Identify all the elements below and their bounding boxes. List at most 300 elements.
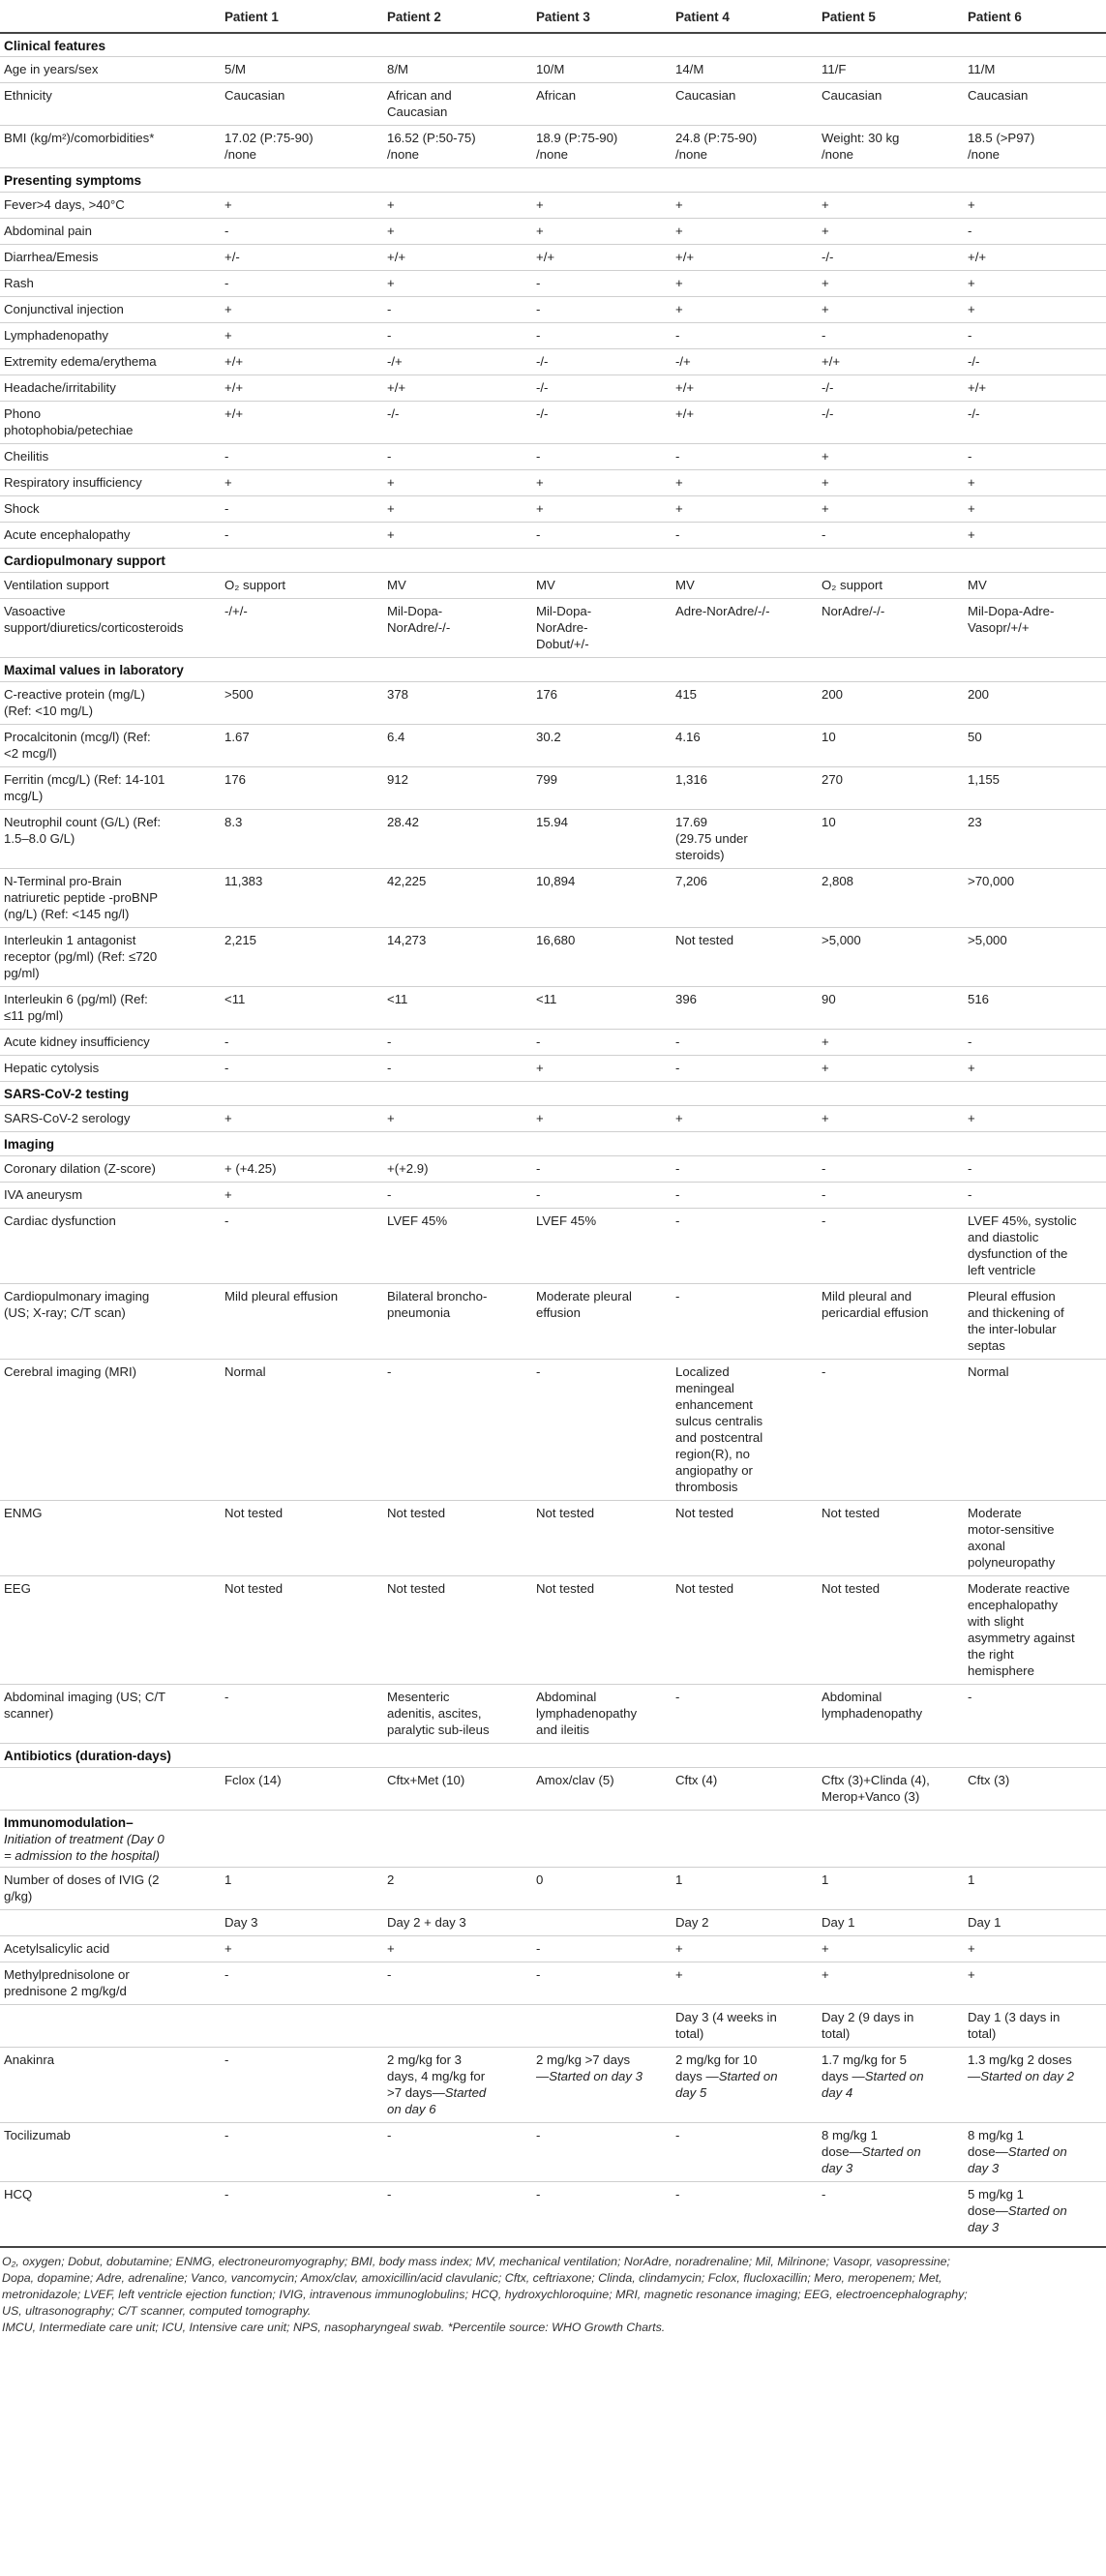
table-cell: NorAdre/-/-: [822, 604, 885, 618]
table-cell: -: [224, 1690, 229, 1704]
table-cell: 1.67: [224, 730, 250, 744]
table-cell: MV: [675, 578, 695, 592]
table-cell: +: [224, 1941, 232, 1956]
table-cell: +: [536, 1111, 544, 1125]
row-label: Cerebral imaging (MRI): [4, 1364, 137, 1379]
table-cell: 11,383: [224, 874, 263, 888]
table-cell: 270: [822, 772, 844, 787]
row-label: Diarrhea/Emesis: [4, 250, 99, 264]
table-cell: <11: [224, 992, 246, 1006]
section-heading: Presenting symptoms: [4, 173, 142, 188]
table-cell: -: [675, 1034, 680, 1049]
row-label: Interleukin 6 (pg/ml) (Ref: ≤11 pg/ml): [4, 992, 148, 1023]
section-heading: Immunomodulation–: [4, 1815, 134, 1830]
table-row: [0, 1935, 1106, 1962]
table-cell: 176: [536, 687, 558, 702]
row-label: Fever>4 days, >40°C: [4, 197, 125, 212]
table-cell: O₂ support: [224, 578, 286, 592]
table-cell: +: [224, 1111, 232, 1125]
table-cell: +: [536, 1061, 544, 1075]
table-cell: Bilateral broncho- pneumonia: [387, 1289, 488, 1320]
table-cell: 516: [968, 992, 990, 1006]
table-cell: -: [536, 1187, 541, 1202]
table-cell: -/-: [536, 354, 549, 369]
row-label: Neutrophil count (G/L) (Ref: 1.5–8.0 G/L): [4, 815, 161, 846]
table-cell: +: [387, 1111, 395, 1125]
table-row: [0, 572, 1106, 599]
table-cell: 2: [387, 1872, 395, 1887]
table-cell: Normal: [224, 1364, 266, 1379]
table-cell: -: [675, 1061, 680, 1075]
table-cell: 14,273: [387, 933, 427, 947]
table-cell: -: [224, 1034, 229, 1049]
table-footnotes: [0, 2246, 1106, 2336]
footnote-line: US, ultrasonography; C/T scanner, computed tomography.: [2, 2304, 312, 2318]
table-cell: Moderate reactive encephalopathy with slight asymmetry against the right hemisphere: [968, 1581, 1075, 1678]
table-cell: 1: [675, 1872, 683, 1887]
table-cell: -: [387, 449, 392, 464]
table-cell: -: [224, 1213, 229, 1228]
table-cell: +: [822, 302, 829, 316]
table-cell: +/-: [224, 250, 240, 264]
table-cell: Localized meningeal enhancement sulcus centralis and postcentral region(R), no angiopathy or thrombosis: [675, 1364, 763, 1494]
table-row: [0, 1208, 1106, 1284]
row-label: Abdominal imaging (US; C/T scanner): [4, 1690, 166, 1721]
table-cell: +: [536, 224, 544, 238]
section-heading: SARS-CoV-2 testing: [4, 1087, 130, 1101]
table-cell: -: [675, 1690, 680, 1704]
row-label: BMI (kg/m²)/comorbidities*: [4, 131, 155, 145]
table-cell: Not tested: [224, 1581, 284, 1596]
table-cell: -/-: [968, 406, 980, 421]
table-cell: +: [968, 197, 975, 212]
table-cell: 8 mg/kg 1 dose—Started on day 3: [968, 2128, 1067, 2175]
table-cell: 5 mg/kg 1 dose—Started on day 3: [968, 2187, 1067, 2234]
row-label: Ventilation support: [4, 578, 109, 592]
table-cell: 8.3: [224, 815, 243, 829]
row-label: EEG: [4, 1581, 31, 1596]
table-cell: -: [387, 2128, 392, 2142]
table-cell: -: [675, 2187, 680, 2202]
table-cell: 200: [968, 687, 990, 702]
table-cell: 378: [387, 687, 409, 702]
table-cell: 10: [822, 730, 836, 744]
footnote-line: O₂, oxygen; Dobut, dobutamine; ENMG, electroneuromyography; BMI, body mass index; MV, mechanical ventilation; NorAdre, noradrenaline; Mil, Milrinone; Vasopr, vasopressine;: [2, 2255, 950, 2268]
table-cell: Normal: [968, 1364, 1009, 1379]
table-row: [0, 1182, 1106, 1209]
table-cell: >500: [224, 687, 254, 702]
table-cell: -/-: [968, 354, 980, 369]
table-cell: -: [675, 1187, 680, 1202]
table-cell: -: [675, 2128, 680, 2142]
table-row: [0, 469, 1106, 496]
table-cell: -: [224, 2187, 229, 2202]
table-row: [0, 681, 1106, 725]
row-label: Extremity edema/erythema: [4, 354, 157, 369]
table-cell: 14/M: [675, 62, 704, 76]
table-cell: Day 1: [968, 1915, 1001, 1930]
table-cell: Fclox (14): [224, 1773, 282, 1787]
table-cell: +: [224, 328, 232, 343]
table-cell: LVEF 45%, systolic and diastolic dysfunction of the left ventricle: [968, 1213, 1077, 1277]
table-cell: Cftx+Met (10): [387, 1773, 465, 1787]
table-cell: 1.7 mg/kg for 5 days —Started on day 4: [822, 2052, 924, 2100]
header-cell: Patient 4: [675, 10, 730, 24]
table-cell: -: [968, 328, 972, 343]
section-heading: Maximal values in laboratory: [4, 663, 184, 677]
table-cell: -: [387, 1967, 392, 1982]
table-cell: -: [224, 224, 229, 238]
table-cell: -/+: [387, 354, 403, 369]
table-row: [0, 1743, 1106, 1768]
table-cell: -: [536, 1364, 541, 1379]
table-cell: -: [822, 1187, 826, 1202]
row-label: Ferritin (mcg/L) (Ref: 14-101 mcg/L): [4, 772, 165, 803]
table-row: [0, 1055, 1106, 1082]
table-cell: -: [675, 1289, 680, 1303]
table-cell: 10: [822, 815, 836, 829]
table-row: [0, 1359, 1106, 1501]
table-cell: Moderate pleural effusion: [536, 1289, 632, 1320]
table-row: [0, 1283, 1106, 1360]
table-cell: 1: [822, 1872, 829, 1887]
table-row: [0, 1810, 1106, 1868]
table-cell: Adre-NorAdre/-/-: [675, 604, 770, 618]
table-cell: +: [822, 449, 829, 464]
table-cell: +: [536, 475, 544, 490]
table-cell: 1: [224, 1872, 232, 1887]
table-cell: MV: [536, 578, 555, 592]
table-cell: 7,206: [675, 874, 708, 888]
table-cell: -: [822, 527, 826, 542]
row-label: Ethnicity: [4, 88, 52, 103]
row-label: Phono photophobia/petechiae: [4, 406, 134, 437]
row-label: Number of doses of IVIG (2 g/kg): [4, 1872, 160, 1903]
table-cell: +: [536, 501, 544, 516]
table-cell: -: [387, 1034, 392, 1049]
table-cell: +: [968, 475, 975, 490]
row-label: Methylprednisolone or prednisone 2 mg/kg/d: [4, 1967, 130, 1998]
table-row: [0, 657, 1106, 682]
table-cell: +: [822, 224, 829, 238]
table-row: [0, 2122, 1106, 2182]
table-cell: 18.5 (>P97) /none: [968, 131, 1035, 162]
table-cell: 42,225: [387, 874, 427, 888]
table-cell: -: [224, 1967, 229, 1982]
table-cell: African: [536, 88, 577, 103]
table-cell: MV: [968, 578, 987, 592]
table-cell: Not tested: [536, 1506, 595, 1520]
table-cell: Cftx (4): [675, 1773, 718, 1787]
table-cell: +: [675, 302, 683, 316]
table-row: [0, 868, 1106, 928]
table-cell: +/+: [536, 250, 555, 264]
table-cell: +/+: [224, 406, 244, 421]
table-cell: Amox/clav (5): [536, 1773, 614, 1787]
table-cell: +: [387, 224, 395, 238]
row-label: IVA aneurysm: [4, 1187, 83, 1202]
table-cell: 23: [968, 815, 982, 829]
table-cell: -: [822, 1213, 826, 1228]
table-cell: +: [822, 1034, 829, 1049]
table-cell: Day 2: [675, 1915, 709, 1930]
table-cell: -: [387, 302, 392, 316]
table-row: [0, 296, 1106, 323]
table-cell: Not tested: [675, 1506, 734, 1520]
table-cell: -: [536, 449, 541, 464]
table-cell: 15.94: [536, 815, 569, 829]
table-cell: 799: [536, 772, 558, 787]
table-cell: +: [387, 527, 395, 542]
table-row: [0, 986, 1106, 1030]
table-cell: +: [387, 197, 395, 212]
table-cell: -: [675, 449, 680, 464]
table-cell: +: [224, 197, 232, 212]
section-heading: Imaging: [4, 1137, 55, 1152]
table-cell: Caucasian: [968, 88, 1029, 103]
table-cell: 415: [675, 687, 698, 702]
table-cell: -: [968, 1690, 972, 1704]
table-cell: Abdominal lymphadenopathy and ileitis: [536, 1690, 638, 1737]
table-header-row: [0, 4, 1106, 30]
table-cell: -: [224, 501, 229, 516]
table-cell: -: [675, 328, 680, 343]
table-cell: 8/M: [387, 62, 408, 76]
table-cell: 1.3 mg/kg 2 doses —Started on day 2: [968, 2052, 1074, 2083]
table-cell: -: [536, 1034, 541, 1049]
table-row: [0, 443, 1106, 470]
table-cell: -: [968, 1187, 972, 1202]
table-cell: -: [224, 2128, 229, 2142]
row-label: Age in years/sex: [4, 62, 99, 76]
table-cell: +: [822, 1111, 829, 1125]
table-row: [0, 522, 1106, 549]
table-row: [0, 548, 1106, 573]
row-label: Headache/irritability: [4, 380, 116, 395]
table-cell: +: [968, 1061, 975, 1075]
table-row: [0, 1105, 1106, 1132]
table-cell: -: [536, 276, 541, 290]
section-heading: Antibiotics (duration-days): [4, 1749, 171, 1763]
table-cell: +/+: [968, 380, 987, 395]
table-cell: +: [968, 501, 975, 516]
table-cell: -/-: [822, 380, 834, 395]
table-cell: African and Caucasian: [387, 88, 452, 119]
table-row: [0, 2047, 1106, 2123]
footnote-line: IMCU, Intermediate care unit; ICU, Intensive care unit; NPS, nasopharyngeal swab. *Percentile source: WHO Growth Charts.: [2, 2321, 666, 2334]
table-row: [0, 2004, 1106, 2048]
table-row: [0, 766, 1106, 810]
section-heading: Cardiopulmonary support: [4, 554, 165, 568]
table-row: [0, 56, 1106, 83]
table-cell: Weight: 30 kg /none: [822, 131, 900, 162]
table-cell: 2 mg/kg for 3 days, 4 mg/kg for >7 days—Started on day 6: [387, 2052, 487, 2116]
table-cell: +: [224, 1187, 232, 1202]
table-cell: -/+: [675, 354, 691, 369]
row-label: Lymphadenopathy: [4, 328, 109, 343]
table-cell: -: [968, 1034, 972, 1049]
table-cell: +: [675, 501, 683, 516]
table-cell: -: [536, 302, 541, 316]
table-cell: +: [675, 224, 683, 238]
table-cell: Not tested: [675, 1581, 734, 1596]
table-cell: +: [387, 1941, 395, 1956]
table-row: [0, 724, 1106, 767]
footnote-line: metronidazole; LVEF, left ventricle ejection function; IVIG, intravenous immunoglobulins; HCQ, hydroxychloroquine; MRI, magnetic resonance imaging; EEG, electroencephalography;: [2, 2288, 968, 2301]
table-cell: +: [822, 276, 829, 290]
table-cell: -: [387, 1364, 392, 1379]
table-cell: +/+: [387, 380, 406, 395]
table-cell: <11: [387, 992, 408, 1006]
table-cell: +/+: [675, 380, 695, 395]
row-label: Anakinra: [4, 2052, 55, 2067]
table-cell: +: [968, 527, 975, 542]
table-cell: Mild pleural and pericardial effusion: [822, 1289, 929, 1320]
table-cell: Not tested: [822, 1506, 881, 1520]
table-cell: 18.9 (P:75-90) /none: [536, 131, 618, 162]
table-cell: Cftx (3)+Clinda (4), Merop+Vanco (3): [822, 1773, 930, 1804]
table-cell: +/+: [675, 406, 695, 421]
table-cell: +: [968, 1967, 975, 1982]
table-cell: -: [536, 1161, 541, 1176]
table-row: [0, 32, 1106, 58]
table-row: [0, 1767, 1106, 1811]
table-cell: 10,894: [536, 874, 576, 888]
table-cell: -: [387, 1187, 392, 1202]
table-cell: -: [387, 2187, 392, 2202]
table-cell: -/+/-: [224, 604, 248, 618]
table-cell: +: [968, 276, 975, 290]
table-cell: 16,680: [536, 933, 576, 947]
table-cell: -/-: [536, 406, 549, 421]
table-cell: +: [675, 276, 683, 290]
table-cell: +: [224, 302, 232, 316]
table-cell: +: [822, 501, 829, 516]
table-row: [0, 322, 1106, 349]
table-row: [0, 495, 1106, 523]
table-cell: Mil-Dopa-Adre- Vasopr/+/+: [968, 604, 1055, 635]
table-cell: Cftx (3): [968, 1773, 1010, 1787]
table-cell: +: [675, 1967, 683, 1982]
table-cell: 200: [822, 687, 844, 702]
table-cell: -: [536, 1967, 541, 1982]
row-label: HCQ: [4, 2187, 33, 2202]
section-heading: Clinical features: [4, 39, 106, 53]
table-cell: 24.8 (P:75-90) /none: [675, 131, 758, 162]
table-row: [0, 1029, 1106, 1056]
table-cell: >5,000: [968, 933, 1007, 947]
table-cell: -: [536, 527, 541, 542]
table-row: [0, 192, 1106, 219]
table-cell: >70,000: [968, 874, 1015, 888]
row-label: Acute kidney insufficiency: [4, 1034, 150, 1049]
table-cell: -: [822, 1364, 826, 1379]
table-cell: +: [822, 1967, 829, 1982]
table-cell: MV: [387, 578, 406, 592]
table-cell: -: [822, 1161, 826, 1176]
table-cell: Mil-Dopa- NorAdre- Dobut/+/-: [536, 604, 592, 651]
table-cell: -/-: [822, 406, 834, 421]
section-subheading: Initiation of treatment (Day 0 = admission to the hospital): [4, 1832, 164, 1863]
table-cell: +: [968, 1941, 975, 1956]
table-cell: Mil-Dopa- NorAdre/-/-: [387, 604, 451, 635]
table-row: [0, 598, 1106, 658]
table-cell: +: [387, 501, 395, 516]
header-cell: Patient 6: [968, 10, 1022, 24]
table-cell: -: [675, 1161, 680, 1176]
footnote-line: Dopa, dopamine; Adre, adrenaline; Vanco, vancomycin; Amox/clav, amoxicillin/acid clavulanic; Cftx, ceftriaxone; Clinda, clindamycin; Fclox, flucloxacillin; Mero, meropenem; Met,: [2, 2271, 942, 2285]
table-cell: +: [822, 475, 829, 490]
table-cell: Moderate motor-sensitive axonal polyneuropathy: [968, 1506, 1056, 1570]
table-cell: LVEF 45%: [536, 1213, 597, 1228]
row-label: Tocilizumab: [4, 2128, 71, 2142]
table-row: [0, 927, 1106, 987]
table-cell: Day 2 + day 3: [387, 1915, 466, 1930]
table-cell: -: [536, 1941, 541, 1956]
table-cell: 396: [675, 992, 698, 1006]
table-cell: +(+2.9): [387, 1161, 429, 1176]
table-row: [0, 1081, 1106, 1106]
table-cell: Mild pleural effusion: [224, 1289, 339, 1303]
table-cell: Day 1: [822, 1915, 855, 1930]
table-cell: Day 3 (4 weeks in total): [675, 2010, 777, 2041]
table-cell: +: [675, 475, 683, 490]
table-row: [0, 218, 1106, 245]
table-cell: Not tested: [387, 1506, 446, 1520]
table-row: [0, 1575, 1106, 1685]
table-cell: -: [536, 2128, 541, 2142]
table-cell: +/+: [675, 250, 695, 264]
table-cell: O₂ support: [822, 578, 883, 592]
table-cell: -/-: [822, 250, 834, 264]
table-cell: Not tested: [387, 1581, 446, 1596]
table-cell: +: [387, 475, 395, 490]
table-cell: 2,808: [822, 874, 854, 888]
row-label: N-Terminal pro-Brain natriuretic peptide -proBNP (ng/L) (Ref: <145 ng/l): [4, 874, 159, 921]
table-cell: -/-: [387, 406, 400, 421]
row-label: Procalcitonin (mcg/l) (Ref: <2 mcg/l): [4, 730, 151, 761]
table-cell: -: [536, 328, 541, 343]
table-cell: 16.52 (P:50-75) /none: [387, 131, 476, 162]
table-row: [0, 401, 1106, 444]
table-cell: -: [387, 1061, 392, 1075]
table-cell: LVEF 45%: [387, 1213, 448, 1228]
table-cell: Caucasian: [224, 88, 285, 103]
table-cell: 8 mg/kg 1 dose—Started on day 3: [822, 2128, 921, 2175]
row-label: Respiratory insufficiency: [4, 475, 142, 490]
table-cell: +: [224, 475, 232, 490]
table-cell: 17.02 (P:75-90) /none: [224, 131, 314, 162]
table-cell: +: [968, 302, 975, 316]
table-cell: -: [224, 276, 229, 290]
table-row: [0, 82, 1106, 126]
table-cell: Day 2 (9 days in total): [822, 2010, 914, 2041]
table-row: [0, 348, 1106, 375]
row-label: Acute encephalopathy: [4, 527, 131, 542]
table-row: [0, 2181, 1106, 2241]
table-cell: Abdominal lymphadenopathy: [822, 1690, 923, 1721]
row-label: ENMG: [4, 1506, 43, 1520]
row-label: Cheilitis: [4, 449, 49, 464]
table-cell: +/+: [224, 380, 244, 395]
row-label: Cardiac dysfunction: [4, 1213, 116, 1228]
table-cell: 2 mg/kg >7 days —Started on day 3: [536, 2052, 643, 2083]
table-cell: 6.4: [387, 730, 405, 744]
table-cell: +: [822, 1061, 829, 1075]
table-cell: +: [675, 197, 683, 212]
table-cell: 1,316: [675, 772, 708, 787]
row-label: Cardiopulmonary imaging (US; X-ray; C/T scan): [4, 1289, 150, 1320]
